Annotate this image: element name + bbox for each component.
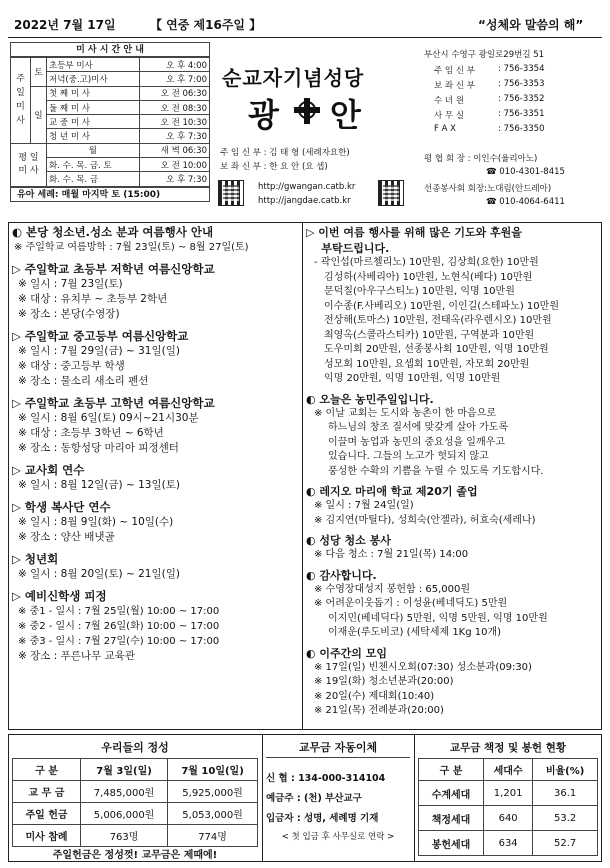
year-motto: “성체와 말씀의 해”	[478, 18, 584, 32]
table-cell: 5,006,000원	[81, 803, 168, 825]
section-divider	[414, 734, 415, 862]
donor-line: 이수종(F.사베리오) 10만원, 이인길(스테파노) 10만원	[324, 300, 559, 312]
section-line: 이재운(루도비코) (세탁세제 1Kg 10개)	[328, 627, 502, 638]
weekday-mass-label: 평 일 미 사	[11, 143, 47, 186]
section-title: ▷ 학생 복사단 연수	[12, 500, 111, 514]
table-cell: 5,925,000원	[168, 781, 258, 803]
contact-label: 주 임 신 부	[434, 66, 475, 76]
section-line: ※ 장소 : 본당(수영장)	[18, 308, 120, 320]
section-line: ※ 일시 : 7월 23일(토)	[18, 278, 123, 290]
mass-name: 초등부 미사	[47, 58, 140, 72]
website-link-2[interactable]: http://jangdae.catb.kr	[258, 196, 351, 206]
column-divider	[302, 222, 303, 730]
depositor-instruction: 입금자 : 성명, 세례명 기재	[266, 813, 379, 824]
liturgical-week: 【 연중 제16주일 】	[150, 18, 262, 32]
section-line: ※ 장소 : 동항성당 마리아 피정센터	[18, 442, 179, 454]
donor-line: 익명 20만원, 익명 10만원, 익명 10만원	[324, 373, 501, 384]
column-header: 7월 10일(일)	[168, 759, 258, 781]
mass-time: 오 후 7:30	[139, 172, 209, 186]
contact-phone: : 756-3350	[498, 124, 545, 134]
table-cell: 52.7	[533, 831, 598, 856]
contact-label: 보 좌 신 부	[434, 81, 475, 91]
contact-label: F A X	[434, 124, 456, 134]
transfer-section	[266, 738, 410, 842]
qr-code-icon[interactable]	[378, 180, 404, 206]
phone-directory	[424, 64, 604, 139]
left-column	[12, 224, 300, 664]
section-line: ※ 이날 교회는 도시와 농촌이 한 마음으로	[314, 407, 497, 419]
section-title: ▷ 청년회	[12, 552, 59, 566]
account-holder: 예금주 : (천) 부산교구	[266, 793, 362, 804]
section-line: 이지민(베네딕다) 5만원, 익명 5만원, 익명 10만원	[328, 612, 548, 624]
column-header: 세대수	[484, 759, 533, 781]
table-cell: 36.1	[533, 781, 598, 806]
saturday-label: 토	[31, 58, 47, 87]
stats-table	[418, 758, 598, 856]
mass-schedule	[10, 42, 210, 202]
contact-phone: : 756-3351	[498, 109, 545, 119]
donor-line: 문덕칠(아우구스티노) 10만원, 익명 10만원	[324, 286, 515, 297]
section-line: ※ 김지연(마틸다), 성희숙(안젤라), 허효숙(세레나)	[314, 514, 536, 526]
section-line: ※ 일시 : 8월 6일(토) 09시~21시30분	[18, 412, 199, 424]
donor-line: 도우미회 20만원, 선종봉사회 10만원, 익명 10만원	[324, 344, 549, 355]
church-name-right: 안	[330, 96, 361, 134]
funeral-service-president: 선종봉사회 회장:노대림(안드레아)	[424, 184, 552, 194]
section-line: ※ 장소 : 푸른나무 교육관	[18, 650, 135, 662]
table-cell: 634	[484, 831, 533, 856]
donor-line: 성모회 10만원, 요셉회 10만원, 자모회 20만원	[324, 358, 530, 370]
mass-name: 화. 수. 목. 금. 토	[47, 158, 140, 172]
mass-name: 저녁(중.고)미사	[47, 72, 140, 86]
mass-time: 오 후 4:00	[139, 58, 209, 72]
row-label: 책정세대	[419, 806, 484, 831]
transfer-title: 교무금 자동이체	[266, 738, 410, 758]
bank-account: 신 협 : 134-000-314104	[266, 773, 386, 784]
mass-name: 첫 째 미 사	[47, 86, 140, 100]
column-header: 7월 3일(일)	[81, 759, 168, 781]
church-name-left: 광	[248, 96, 279, 134]
council-president-phone: ☎ 010-4301-8415	[486, 167, 565, 177]
mass-table	[10, 57, 210, 187]
table-cell: 7,485,000원	[81, 781, 168, 803]
table-row	[419, 831, 598, 856]
section-title: ▷ 예비신학생 피정	[12, 589, 107, 603]
section-title: 부탁드립니다.	[306, 242, 390, 255]
section-line: ※ 중3 - 일시 : 7월 27일(수) 10:00 ~ 17:00	[18, 636, 220, 647]
section-line: 하느님의 창조 질서에 맞갖게 살아 가도록	[328, 422, 509, 433]
sunday-label: 일	[31, 86, 47, 143]
section-title: ◐ 레지오 마리애 학교 제20기 졸업	[306, 485, 478, 498]
table-row	[13, 781, 258, 803]
funeral-service-phone: ☎ 010-4064-6411	[486, 197, 565, 207]
section-title: ▷ 주일학교 중고등부 여름신앙학교	[12, 329, 189, 343]
section-line: ※ 일시 : 8월 12일(금) ~ 13일(토)	[18, 479, 180, 491]
section-line: ※ 19일(화) 청소년분과(20:00)	[314, 676, 454, 687]
section-title: ▷ 이번 여름 행사를 위해 많은 기도와 후원을	[306, 226, 522, 239]
table-row	[13, 825, 258, 847]
section-line: ※ 중1 - 일시 : 7월 25일(월) 10:00 ~ 17:00	[18, 606, 220, 617]
section-line: ※ 17일(일) 빈첸시오회(07:30) 성소분과(09:30)	[314, 661, 532, 673]
qr-code-icon[interactable]	[218, 180, 244, 206]
contact-label: 사 무 실	[434, 111, 465, 121]
section-line: ※ 일시 : 8월 20일(토) ~ 21일(일)	[18, 568, 180, 580]
column-header: 구 분	[419, 759, 484, 781]
section-line: ※ 대상 : 유치부 ~ 초등부 2학년	[18, 293, 168, 305]
section-title: ◐ 감사합니다.	[306, 568, 377, 582]
offering-section	[12, 738, 258, 865]
section-title: ▷ 주일학교 초등부 고학년 여름신앙학교	[12, 396, 215, 410]
contact-phone: : 756-3353	[498, 79, 545, 89]
table-cell: 763명	[81, 825, 168, 847]
donor-line: 김성하(사베리아) 10만원, 노현식(베다) 10만원	[324, 271, 533, 283]
mass-time: 오 전 06:30	[139, 86, 209, 100]
section-line: 있습니다. 그들의 노고가 헛되지 않고	[328, 451, 489, 462]
mass-time: 새 벽 06:30	[139, 143, 209, 157]
table-row	[419, 781, 598, 806]
bulletin-date: 2022년 7월 17일	[14, 18, 116, 32]
section-title: ◐ 성당 청소 봉사	[306, 534, 391, 547]
section-line: ※ 일시 : 7월 29일(금) ~ 31일(일)	[18, 345, 180, 357]
mass-time: 오 전 10:30	[139, 115, 209, 129]
offering-title: 우리들의 정성	[101, 741, 169, 754]
mass-name: 둘 째 미 사	[47, 100, 140, 114]
section-line: ※ 다음 청소 : 7월 21일(목) 14:00	[314, 549, 469, 560]
section-line: ※ 20일(수) 제대회(10:40)	[314, 690, 435, 702]
column-header: 비율(%)	[533, 759, 598, 781]
section-title: ▷ 교사회 연수	[12, 463, 85, 477]
offering-table	[12, 758, 258, 847]
row-label: 수계세대	[419, 781, 484, 806]
section-line: ※ 장소 : 물소리 새소리 펜션	[18, 375, 149, 387]
section-title: ▷ 주일학교 초등부 저학년 여름신앙학교	[12, 262, 215, 276]
donor-line: 최영옥(스콜라스티카) 10만원, 구역분과 10만원	[324, 329, 535, 341]
section-title: ◐ 이주간의 모임	[306, 646, 388, 660]
table-cell: 1,201	[484, 781, 533, 806]
church-subtitle: 순교자기념성당	[222, 66, 365, 90]
mass-time: 오 후 7:00	[139, 72, 209, 86]
council-president: 평 협 회 장 : 이인수(율리아노)	[424, 154, 538, 164]
section-line: ※ 21일(목) 전례분과(20:00)	[314, 705, 444, 716]
table-cell: 774명	[168, 825, 258, 847]
church-address: 부산시 수영구 광일로29번길 51	[424, 50, 545, 60]
section-line: ※ 일시 : 7월 24일(일)	[314, 500, 414, 511]
assistant-pastor-info: 보 좌 신 부 : 한 요 안 (요 셉)	[220, 162, 328, 172]
transfer-note: < 첫 입금 후 사무실로 연락 >	[281, 832, 395, 842]
section-line: ※ 수영장대성지 봉헌함 : 65,000원	[314, 583, 471, 595]
infant-baptism-note: 유아 세례: 매월 마지막 토 (15:00)	[10, 187, 210, 202]
contact-phone: : 756-3354	[498, 64, 545, 74]
website-link-1[interactable]: http://gwangan.catb.kr	[258, 182, 356, 192]
cross-logo-icon	[292, 96, 322, 126]
section-title: ◐ 본당 청소년.성소 분과 여름행사 안내	[12, 225, 214, 239]
section-line: ※ 일시 : 8월 9일(화) ~ 10일(수)	[18, 516, 174, 528]
table-row	[13, 803, 258, 825]
section-line: ※ 중2 - 일시 : 7월 26일(화) 10:00 ~ 17:00	[18, 621, 220, 632]
pastor-info: 주 임 신 부 : 김 태 형 (세례자요한)	[220, 148, 350, 158]
mass-time: 오 전 08:30	[139, 100, 209, 114]
section-line: ※ 어려운이웃돕기 : 이성윤(베네딕도) 5만원	[314, 598, 508, 609]
stats-title: 교무금 책정 및 봉헌 현황	[449, 742, 567, 754]
donor-line: 전상해(토마스) 10만원, 전태옥(라우렌시오) 10만원	[324, 315, 552, 326]
row-label: 주일 헌금	[13, 803, 81, 825]
mass-name: 월	[47, 143, 140, 157]
contact-phone: : 756-3352	[498, 94, 545, 104]
mass-name: 청 년 미 사	[47, 129, 140, 143]
contact-label: 수 녀 원	[434, 96, 465, 106]
section-line: ※ 대상 : 초등부 3학년 ~ 6학년	[18, 427, 164, 439]
row-label: 미사 참례	[13, 825, 81, 847]
row-label: 봉헌세대	[419, 831, 484, 856]
mass-name: 화. 수. 목. 금	[47, 172, 140, 186]
mass-name: 교 중 미 사	[47, 115, 140, 129]
section-line: 풍성한 수확의 기쁨을 누릴 수 있도록 기도합시다.	[328, 465, 544, 477]
table-row	[419, 806, 598, 831]
donor-line: - 곽인섭(마르첼리노) 10만원, 김상희(요한) 10만원	[314, 257, 539, 268]
mass-time: 오 후 7:30	[139, 129, 209, 143]
row-label: 교 무 금	[13, 781, 81, 803]
mass-schedule-title: 미 사 시 간 안 내	[10, 42, 210, 57]
section-title: ◐ 오늘은 농민주일입니다.	[306, 392, 434, 406]
section-line: 이끌며 농업과 농민의 중요성을 일깨우고	[328, 436, 505, 448]
section-line: ※ 대상 : 중고등부 학생	[18, 360, 125, 372]
offering-note: 주일헌금은 정성껏! 교무금은 제때에!	[52, 850, 218, 861]
sunday-mass-label: 주 일 미 사	[11, 58, 31, 144]
section-line: ※ 장소 : 양산 배냇골	[18, 531, 115, 543]
table-cell: 5,053,000원	[168, 803, 258, 825]
section-line: ※ 주일학교 여름방학 : 7월 23일(토) ~ 8월 27일(토)	[14, 242, 249, 253]
table-cell: 53.2	[533, 806, 598, 831]
section-divider	[262, 734, 263, 862]
mass-time: 오 전 10:00	[139, 158, 209, 172]
stats-section	[418, 738, 598, 856]
column-header: 구 분	[13, 759, 81, 781]
right-column	[306, 224, 600, 719]
table-cell: 640	[484, 806, 533, 831]
